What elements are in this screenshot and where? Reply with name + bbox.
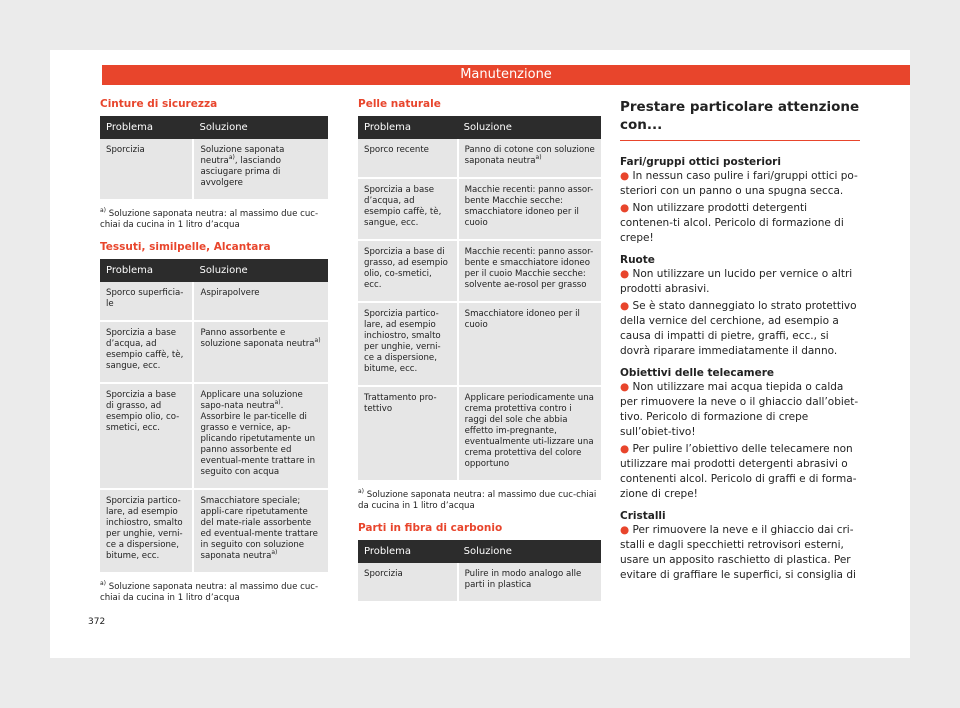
column-middle <box>358 98 601 603</box>
cell-solution: Smacchiatore speciale; appli-care ripetutamente del mate-riale assorbente ed eventual-mente trattare in seguito con soluzione saponata neutra$^{a)}$ <box>193 489 328 573</box>
col-header-soluzione: Soluzione <box>458 540 601 563</box>
table-fibra <box>358 540 601 603</box>
cell-solution: Panno di cotone con soluzione saponata neutra$^{a)}$ <box>458 139 601 178</box>
bullet-icon: ● <box>620 170 630 182</box>
cell-problem: Sporcizia a base d’acqua, ad esempio caffè, tè, sangue, ecc. <box>358 178 458 240</box>
footnote-tessuti: $^{a)}$ Soluzione saponata neutra: al massimo due cuc-chiai da cucina in 1 litro d’acqua <box>100 580 319 603</box>
attention-heading: Obiettivi delle telecamere <box>620 367 775 379</box>
footnote-pelle: $^{a)}$ Soluzione saponata neutra: al massimo due cuc-chiai da cucina in 1 litro d’acqua <box>358 488 597 511</box>
attention-bullet: ● Per pulire l’obiettivo delle telecamere non utilizzare mai prodotti detergenti abrasivi o contenenti alcol. Pericolo di graffi e di forma-zione di crepe! <box>620 443 857 500</box>
bullet-icon: ● <box>620 202 630 214</box>
cell-problem: Sporco recente <box>358 139 458 178</box>
cell-problem: Sporcizia partico-lare, ad esempio inchiostro, smalto per unghie, verni-ce a dispersione, bitume, ecc. <box>358 302 458 386</box>
manual-page <box>50 50 910 658</box>
col-header-problema: Problema <box>358 116 458 139</box>
cell-problem: Sporcizia a base d’acqua, ad esempio caffè, tè, sangue, ecc. <box>100 321 193 383</box>
section-title-pelle: Pelle naturale <box>358 98 441 110</box>
bullet-icon: ● <box>620 268 630 280</box>
column-left <box>100 98 328 614</box>
table-row <box>100 139 328 200</box>
table-row <box>358 139 601 178</box>
attention-heading: Cristalli <box>620 510 666 522</box>
attention-bullet: ● Se è stato danneggiato lo strato protettivo della vernice del cerchione, ad esempio a causa di impatti di pietre, graffi, ecc., si dovrà riparare immediatamente il danno. <box>620 300 857 357</box>
cell-problem: Sporcizia partico-lare, ad esempio inchiostro, smalto per unghie, verni-ce a dispersione, bitume, ecc. <box>100 489 193 573</box>
cell-problem: Trattamento pro-tettivo <box>358 386 458 481</box>
table-row <box>100 383 328 489</box>
table-row <box>100 282 328 321</box>
cell-problem: Sporcizia a base di grasso, ad esempio olio, co-smetici, ecc. <box>358 240 458 302</box>
bullet-icon: ● <box>620 381 630 393</box>
col-header-soluzione: Soluzione <box>458 116 601 139</box>
cell-solution: Macchie recenti: panno assor-bente Macchie secche: smacchiatore idoneo per il cuoio <box>458 178 601 240</box>
cell-problem: Sporcizia <box>358 563 458 602</box>
section-title-fibra: Parti in fibra di carbonio <box>358 522 503 534</box>
col-header-problema: Problema <box>100 259 193 282</box>
cell-problem: Sporco superficia-le <box>100 282 193 321</box>
cell-problem: Sporcizia <box>100 139 193 200</box>
section-title-tessuti: Tessuti, similpelle, Alcantara <box>100 241 271 253</box>
page-number: 372 <box>88 617 106 627</box>
table-cinture <box>100 116 328 201</box>
table-row <box>100 489 328 573</box>
attention-sections <box>620 156 860 591</box>
cell-solution: Panno assorbente e soluzione saponata neutra$^{a)}$ <box>193 321 328 383</box>
attention-bullet: ● In nessun caso pulire i fari/gruppi ottici po-steriori con un panno o una spugna secca. <box>620 170 858 197</box>
table-row <box>100 321 328 383</box>
section-title-cinture: Cinture di sicurezza <box>100 98 218 110</box>
bullet-icon: ● <box>620 443 630 455</box>
col-header-soluzione: Soluzione <box>193 259 328 282</box>
cell-solution: Pulire in modo analogo alle parti in plastica <box>458 563 601 602</box>
cell-solution: Applicare periodicamente una crema protettiva contro i raggi del sole che abbia effetto im-pregnante, eventualmente uti-lizzare una crema protettiva del colore opportuno <box>458 386 601 481</box>
table-row <box>358 240 601 302</box>
col-header-problema: Problema <box>100 116 193 139</box>
attention-bullet: ● Per rimuovere la neve e il ghiaccio dai cri-stalli e dagli specchietti retrovisori esterni, usare un apposito raschietto di plastica. Per evitare di graffiare le superfici, si consiglia di <box>620 524 856 581</box>
footnote-cinture: $^{a)}$ Soluzione saponata neutra: al massimo due cuc-chiai da cucina in 1 litro d’acqua <box>100 207 319 230</box>
attention-bullet: ● Non utilizzare mai acqua tiepida o calda per rimuovere la neve o il ghiaccio dall’obiet-tivo. Pericolo di formazione di crepe sull’obiet-tivo! <box>620 381 859 438</box>
cell-solution: Applicare una soluzione sapo-nata neutra$^{a)}$. Assorbire le par-ticelle di grasso e vernice, ap-plicando ripetutamente un panno assorbente ed eventual-mente trattare in seguito con acqua <box>193 383 328 489</box>
attention-title: Prestare particolare attenzione con... <box>620 98 860 141</box>
cell-solution: Smacchiatore idoneo per il cuoio <box>458 302 601 386</box>
table-row <box>358 563 601 602</box>
attention-bullet: ● Non utilizzare prodotti detergenti contenen-ti alcol. Pericolo di formazione di crepe! <box>620 202 844 244</box>
table-pelle <box>358 116 601 482</box>
col-header-problema: Problema <box>358 540 458 563</box>
table-row <box>358 178 601 240</box>
table-row <box>358 386 601 481</box>
attention-heading: Fari/gruppi ottici posteriori <box>620 156 781 168</box>
attention-heading: Ruote <box>620 254 655 266</box>
cell-problem: Sporcizia a base di grasso, ad esempio olio, co-smetici, ecc. <box>100 383 193 489</box>
table-row <box>358 302 601 386</box>
col-header-soluzione: Soluzione <box>193 116 328 139</box>
column-right <box>620 98 860 591</box>
cell-solution: Macchie recenti: panno assor-bente e smacchiatore idoneo per il cuoio Macchie secche: solvente ae-rosol per grasso <box>458 240 601 302</box>
attention-bullet: ● Non utilizzare un lucido per vernice o altri prodotti abrasivi. <box>620 268 853 295</box>
bullet-icon: ● <box>620 524 630 536</box>
bullet-icon: ● <box>620 300 630 312</box>
cell-solution: Aspirapolvere <box>193 282 328 321</box>
page-header: Manutenzione <box>102 65 910 85</box>
table-tessuti <box>100 259 328 574</box>
cell-solution: Soluzione saponata neutra$^{a)}$, lasciando asciugare prima di avvolgere <box>193 139 328 200</box>
